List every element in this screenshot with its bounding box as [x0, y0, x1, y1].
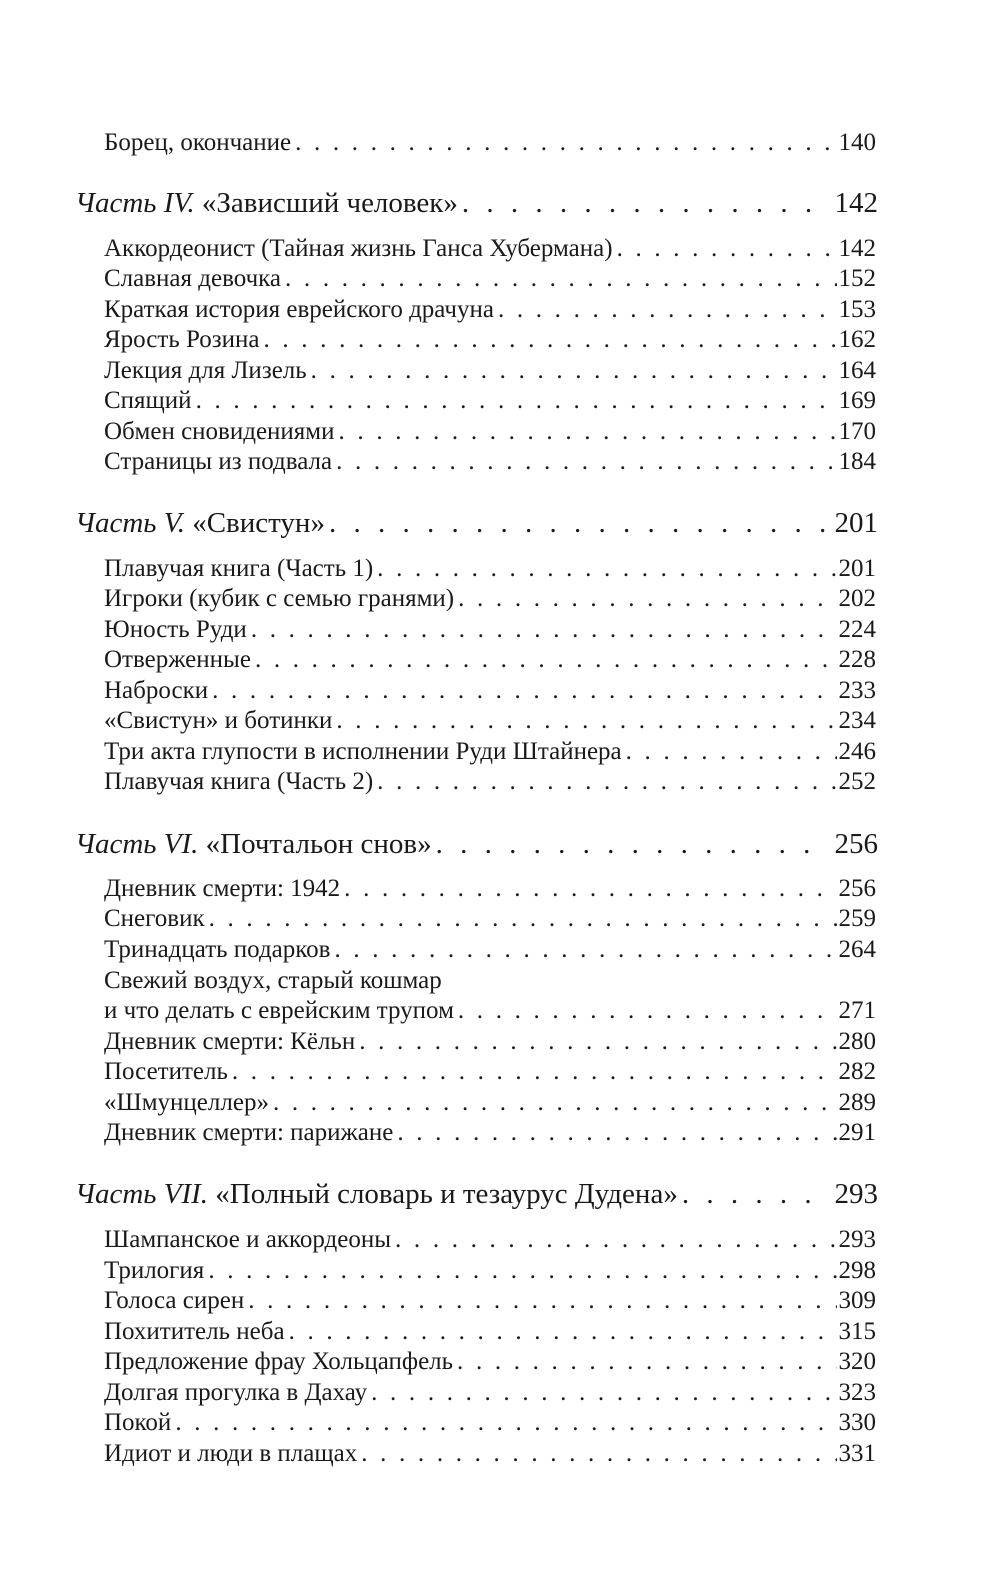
toc-entry-page: 233 [838, 677, 876, 704]
toc-entry-title: Славная девочка [104, 265, 282, 292]
toc-entry-page: 252 [838, 768, 876, 795]
toc-entry [104, 645, 876, 675]
toc-entry [104, 1378, 876, 1408]
toc-entry-page: 315 [838, 1318, 876, 1345]
dot-leader [397, 1118, 836, 1148]
toc-entry-page: 282 [838, 1058, 876, 1085]
dot-leader [209, 904, 837, 934]
toc-entry-title: Тринадцать подарков [104, 936, 331, 963]
toc-entry-title: Голоса сирен [104, 1287, 245, 1314]
toc-entry [104, 234, 876, 264]
dot-leader [436, 827, 829, 861]
dot-leader [175, 1408, 836, 1438]
dot-leader [232, 1057, 837, 1087]
part-name: «Зависший человек» [201, 187, 458, 219]
toc-entry-title: Краткая история еврейского драчуна [104, 296, 494, 323]
toc-entry-page: 201 [838, 555, 876, 582]
part-label: Часть VI. [75, 828, 199, 860]
dot-leader [617, 234, 837, 264]
toc-entry [104, 447, 876, 477]
dot-leader [498, 295, 837, 325]
dot-leader [289, 1317, 837, 1347]
toc-entry-title: «Шмунцеллер» [104, 1089, 269, 1116]
toc-entry-title: Наброски [104, 677, 209, 704]
dot-leader [251, 615, 837, 645]
toc-entry [104, 676, 876, 706]
toc-entry-page: 142 [838, 235, 876, 262]
toc-entry-title: Обмен сновидениями [104, 418, 335, 445]
toc-entry-page: 170 [838, 418, 876, 445]
toc-entry-page: 164 [838, 357, 876, 384]
part-page: 256 [834, 828, 878, 860]
toc-entry-page: 246 [838, 738, 876, 765]
toc-entry [104, 706, 876, 736]
dot-leader [273, 1088, 837, 1118]
toc-entry [104, 1225, 876, 1255]
dot-leader [682, 1177, 829, 1211]
toc-entry [104, 1057, 876, 1087]
dot-leader [196, 386, 837, 416]
toc-entry-title: Долгая прогулка в Дахау [104, 1379, 368, 1406]
toc-entry [104, 584, 876, 614]
toc-entry-title: Ярость Розина [104, 326, 260, 353]
toc-entry [104, 356, 876, 386]
toc-entry-title: Трилогия [104, 1257, 205, 1284]
toc-entry-title: Дневник смерти: 1942 [104, 875, 341, 902]
dot-leader [395, 1225, 836, 1255]
toc-entry [104, 935, 876, 965]
toc-entry-page: 169 [838, 387, 876, 414]
toc-entry [104, 417, 876, 447]
dot-leader [263, 325, 836, 355]
dot-leader [255, 645, 837, 675]
toc-entry [104, 1118, 876, 1148]
part-label: Часть IV. [75, 187, 195, 219]
dot-leader [458, 584, 836, 614]
dot-leader [311, 356, 837, 386]
toc-entry-page: 184 [838, 448, 876, 475]
part-label: Часть VII. [75, 1178, 209, 1210]
dot-leader [334, 935, 836, 965]
toc-entry-title: Идиот и люди в плащах [104, 1440, 358, 1467]
toc-entry [104, 737, 876, 767]
part-page: 142 [834, 187, 878, 219]
dot-leader [285, 264, 836, 294]
toc-entry-page: 289 [838, 1089, 876, 1116]
toc-entry [104, 1317, 876, 1347]
toc-entry [104, 295, 876, 325]
toc-entry-title: Покой [104, 1409, 172, 1436]
toc-entry-title-line1: Свежий воздух, старый кошмар [104, 967, 442, 994]
toc-entry [104, 1027, 876, 1057]
dot-leader [458, 996, 837, 1026]
toc-part-heading [75, 506, 878, 540]
toc-entry-title: Аккордеонист (Тайная жизнь Ганса Хубермана) [104, 235, 613, 262]
part-page: 293 [834, 1178, 878, 1210]
toc-entry-title: Шампанское и аккордеоны [104, 1226, 392, 1253]
toc-entry-page: 280 [838, 1028, 876, 1055]
toc-entry-title: Лекция для Лизель [104, 357, 307, 384]
toc-entry [104, 1256, 876, 1286]
dot-leader [344, 874, 836, 904]
toc-entry-title: Игроки (кубик с семью гранями) [104, 585, 455, 612]
dot-leader [377, 767, 836, 797]
toc-entry-title: Спящий [104, 387, 192, 414]
toc-entry [104, 1439, 876, 1469]
toc-part-heading [75, 1177, 878, 1211]
toc-entry [104, 386, 876, 416]
toc-entry [104, 264, 876, 294]
dot-leader [377, 554, 836, 584]
toc-entry-page: 323 [838, 1379, 876, 1406]
toc-entry [104, 767, 876, 797]
toc-entry [104, 874, 876, 904]
toc-entry-title: Дневник смерти: Кёльн [104, 1028, 356, 1055]
toc-entry-page: 153 [838, 296, 876, 323]
dot-leader [359, 1027, 836, 1057]
toc-entry-title: Предложение фрау Хольцапфель [104, 1348, 454, 1375]
toc-entry-page: 152 [838, 265, 876, 292]
toc-entry-page: 309 [838, 1287, 876, 1314]
toc-entry-page: 224 [838, 616, 876, 643]
toc-entry-page: 228 [838, 646, 876, 673]
toc-entry [104, 1347, 876, 1377]
toc-entry-page: 256 [838, 875, 876, 902]
toc-entry-page: 264 [838, 936, 876, 963]
dot-leader [462, 186, 829, 220]
toc-entry [104, 615, 876, 645]
dot-leader [336, 447, 836, 477]
toc-entry-continued-line [104, 966, 876, 996]
part-name: «Полный словарь и тезаурус Дудена» [215, 1178, 678, 1210]
toc-entry-page: 271 [838, 997, 876, 1024]
toc-entry [104, 996, 876, 1026]
toc-part-heading [75, 827, 878, 861]
dot-leader [248, 1286, 836, 1316]
dot-leader [295, 128, 836, 158]
toc-entry-title: «Свистун» и ботинки [104, 707, 333, 734]
toc-entry-page: 330 [838, 1409, 876, 1436]
toc-entry [104, 325, 876, 355]
toc-entry [104, 1286, 876, 1316]
part-name: «Почтальон снов» [205, 828, 432, 860]
toc-entry-title: Три акта глупости в исполнении Руди Штайнера [104, 738, 622, 765]
toc-entry-page: 331 [838, 1440, 876, 1467]
part-page: 201 [834, 507, 878, 539]
dot-leader [208, 1256, 836, 1286]
toc-part-heading [75, 186, 878, 220]
dot-leader [212, 676, 836, 706]
dot-leader [371, 1378, 836, 1408]
toc-entry-title: Плавучая книга (Часть 2) [104, 768, 374, 795]
toc-entry-page: 320 [838, 1348, 876, 1375]
toc-entry [104, 128, 876, 158]
toc-entry-title: Юность Руди [104, 616, 247, 643]
part-label: Часть V. [75, 507, 185, 539]
toc-entry-title: Похититель неба [104, 1318, 285, 1345]
toc-entry-page: 162 [838, 326, 876, 353]
toc-entry-title: Снеговик [104, 905, 205, 932]
toc-entry-title: Страницы из подвала [104, 448, 333, 475]
part-name: «Свистун» [192, 507, 325, 539]
dot-leader [626, 737, 837, 767]
dot-leader [329, 506, 829, 540]
toc-entry-title: Плавучая книга (Часть 1) [104, 555, 374, 582]
toc-entry [104, 1088, 876, 1118]
toc-entry-title: Борец, окончание [104, 129, 292, 156]
toc-entry-page: 140 [838, 129, 876, 156]
dot-leader [361, 1439, 836, 1469]
dot-leader [457, 1347, 836, 1377]
toc-entry-page: 234 [838, 707, 876, 734]
toc-entry-page: 259 [838, 905, 876, 932]
toc-entry-title: и что делать с еврейским трупом [104, 997, 454, 1024]
toc-entry-page: 202 [838, 585, 876, 612]
toc-entry [104, 1408, 876, 1438]
toc-entry-title: Дневник смерти: парижане [104, 1119, 394, 1146]
toc-entry [104, 904, 876, 934]
toc-entry-title: Отверженные [104, 646, 251, 673]
toc-entry-page: 291 [838, 1119, 876, 1146]
toc-entry-title: Посетитель [104, 1058, 228, 1085]
toc-entry-page: 298 [838, 1257, 876, 1284]
dot-leader [336, 706, 836, 736]
dot-leader [339, 417, 837, 447]
toc-entry-page: 293 [838, 1226, 876, 1253]
toc-entry [104, 554, 876, 584]
